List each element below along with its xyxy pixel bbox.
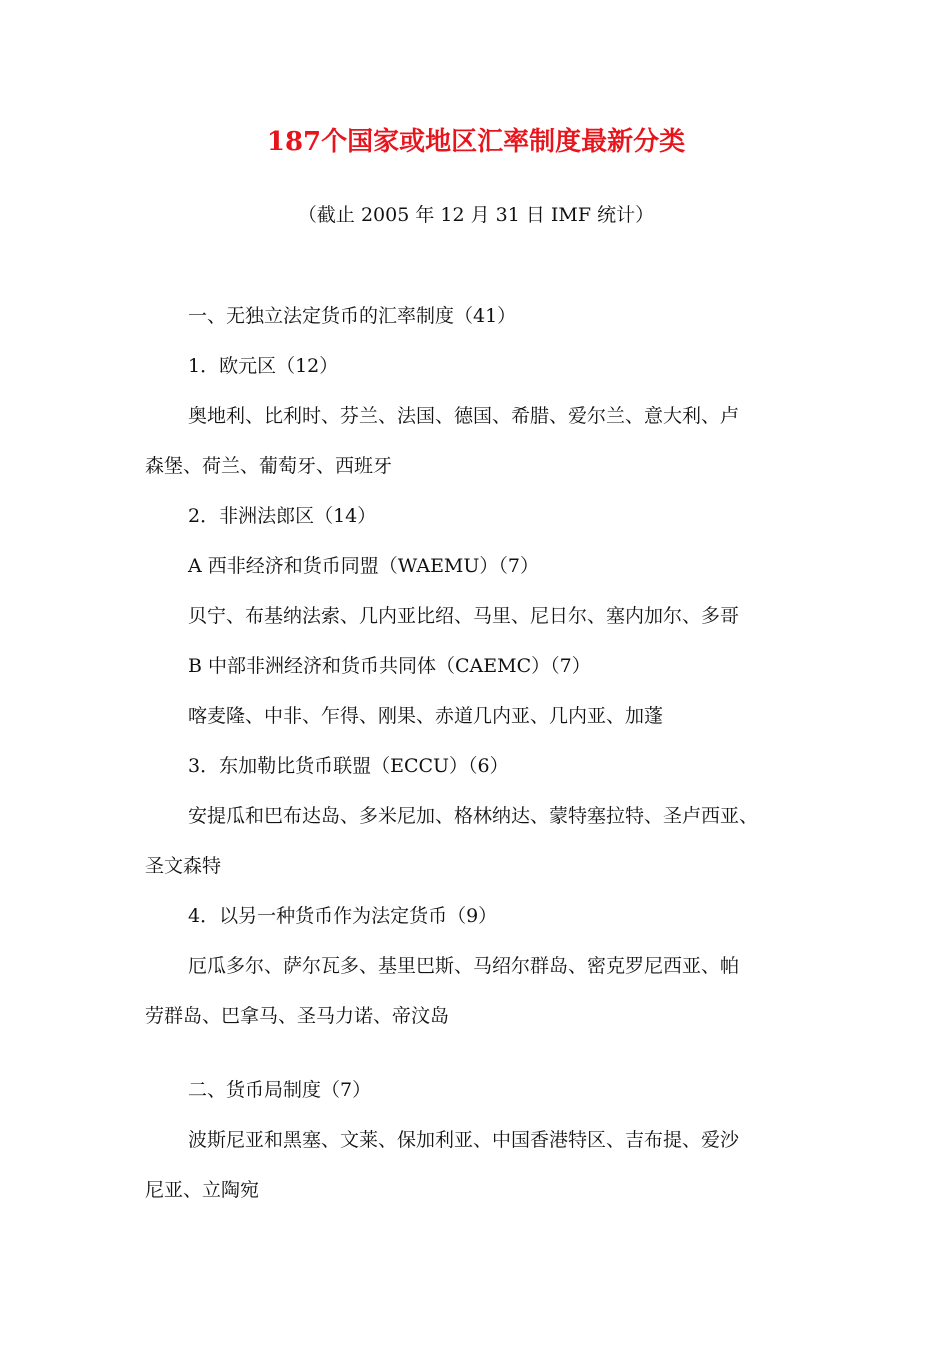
section-2-list-line-2: 尼亚、立陶宛 xyxy=(145,1179,260,1201)
document-subtitle: （截止 2005 年 12 月 31 日 IMF 统计） xyxy=(297,204,655,226)
item-4-heading: 4．以另一种货币作为法定货币（9） xyxy=(188,905,498,927)
item-2a-heading: A 西非经济和货币同盟（WAEMU）（7） xyxy=(188,555,539,577)
item-4-list-line-1: 厄瓜多尔、萨尔瓦多、基里巴斯、马绍尔群岛、密克罗尼西亚、帕 xyxy=(188,955,740,977)
item-1-heading: 1．欧元区（12） xyxy=(188,355,339,377)
item-4-list-line-2: 劳群岛、巴拿马、圣马力诺、帝汶岛 xyxy=(145,1005,450,1027)
section-2-heading: 二、货币局制度（7） xyxy=(188,1079,372,1101)
item-3-list-line-2: 圣文森特 xyxy=(145,855,222,877)
item-2-heading: 2．非洲法郎区（14） xyxy=(188,505,377,527)
item-2a-list: 贝宁、布基纳法索、几内亚比绍、马里、尼日尔、塞内加尔、多哥 xyxy=(188,605,740,627)
item-3-list-line-1: 安提瓜和巴布达岛、多米尼加、格林纳达、蒙特塞拉特、圣卢西亚、 xyxy=(188,805,759,827)
section-1-heading: 一、无独立法定货币的汇率制度（41） xyxy=(188,305,517,327)
item-1-list-line-1: 奥地利、比利时、芬兰、法国、德国、希腊、爱尔兰、意大利、卢 xyxy=(188,405,740,427)
section-2-list-line-1: 波斯尼亚和黑塞、文莱、保加利亚、中国香港特区、吉布提、爱沙 xyxy=(188,1129,740,1151)
item-2b-list: 喀麦隆、中非、乍得、刚果、赤道几内亚、几内亚、加蓬 xyxy=(188,705,664,727)
item-2b-heading: B 中部非洲经济和货币共同体（CAEMC）（7） xyxy=(188,655,591,677)
item-1-list-line-2: 森堡、荷兰、葡萄牙、西班牙 xyxy=(145,455,393,477)
item-3-heading: 3．东加勒比货币联盟（ECCU）（6） xyxy=(188,755,509,777)
document-title: 187个国家或地区汇率制度最新分类 xyxy=(266,127,686,157)
